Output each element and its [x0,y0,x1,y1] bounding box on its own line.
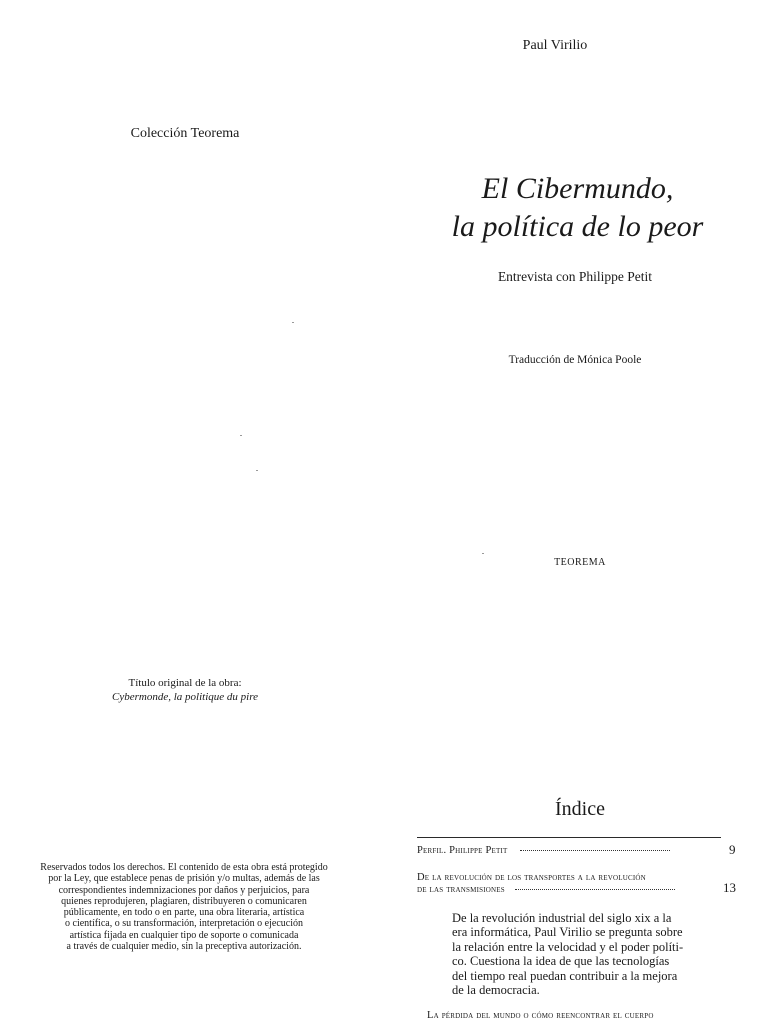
rights-line: Reservados todos los derechos. El contenido de esta obra está protegido [40,862,328,873]
book-title-line: El Cibermundo, [481,172,674,205]
author-name: Paul Virilio [522,38,588,53]
toc-entry-label: Perfil. Philippe Petit [417,845,508,856]
rights-line: quienes reprodujeren, plagiaren, distribuyeren o comunicaren [61,895,307,907]
description-line: era informática, Paul Virilio se pregunta sobre [452,925,683,940]
chapter-description [452,911,722,997]
book-title [410,170,745,246]
rights-line: o científica, o su transformación, interpretación o ejecución [65,918,303,930]
original-title-block [100,676,270,704]
scan-speck [256,470,258,471]
scan-speck [292,322,294,323]
toc-entry-label: De la revolución de los transportes a la revolución [417,872,646,883]
rights-line: correspondientes indemnizaciones por daños y perjuicios, para [58,884,310,896]
collection-name: Colección Teorema [130,126,240,141]
translator-credit: Traducción de Mónica Poole [508,354,642,366]
scan-speck [482,553,484,554]
toc-leader-dots [520,850,670,851]
book-subtitle: Entrevista con Philippe Petit [497,269,653,284]
index-heading: Índice [555,798,605,820]
toc-entry-label: de las transmisiones [417,884,505,895]
rights-line: a través de cualquier medio, sin la preceptiva autorización. [66,941,302,953]
original-title-label: Título original de la obra: [128,677,242,689]
description-line: De la revolución industrial del siglo xix a la [452,911,672,925]
toc-page-number: 13 [723,880,736,895]
description-line: co. Cuestiona la idea de que las tecnologías [452,954,670,969]
publisher-name: TEOREMA [554,557,606,568]
scan-speck [240,435,242,436]
toc-leader-dots [515,889,675,890]
description-line: la relación entre la velocidad y el poder políti- [452,939,684,954]
original-title: Cybermonde, la politique du pire [112,691,258,703]
description-line: del tiempo real puedan contribuir a la mejora [452,968,678,983]
rights-line: públicamente, en todo o en parte, una obra literaria, artística [63,907,305,919]
book-title-line: la política de lo peor [451,210,704,243]
index-rule [417,837,721,838]
rights-notice [18,862,350,952]
toc-entry-label: La pérdida del mundo o cómo reencontrar el cuerpo [427,1010,654,1021]
toc-entry [417,842,747,857]
toc-entry [417,872,747,896]
rights-line: artística fijada en cualquier tipo de soporte o comunicada [69,929,299,941]
description-line: de la democracia. [452,983,540,998]
rights-line: por la Ley, que establece penas de prisión y/o multas, además de las [48,873,320,885]
toc-page-number: 9 [729,842,736,857]
